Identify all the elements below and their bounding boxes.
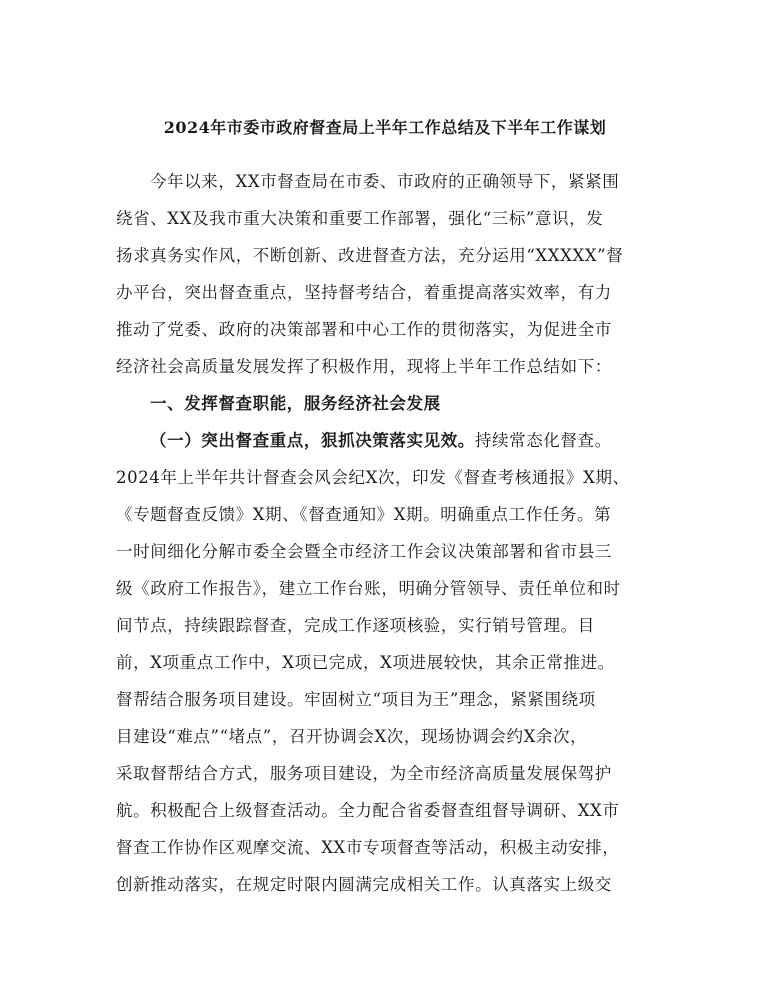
section-heading: 一、发挥督查职能，服务经济社会发展 (150, 394, 441, 413)
body-line: 2024年上半年共计督查会风会纪X次，印发《督查考核通报》X期、 (116, 468, 630, 487)
body-line: 采取督帮结合方式，服务项目建设，为全市经济高质量发展保驾护 (116, 764, 612, 783)
intro-line: 推动了党委、政府的决策部署和中心工作的贯彻落实，为促进全市 (116, 320, 612, 339)
body-line: 级《政府工作报告》，建立工作台账，明确分管领导、责任单位和时 (116, 579, 621, 598)
body-line: 创新推动落实，在规定时限内圆满完成相关工作。认真落实上级交 (116, 875, 612, 894)
subsection-first-line (150, 429, 612, 453)
intro-line: 扬求真务实作风，不断创新、改进督查方法，充分运用“XXXXX”督 (116, 246, 624, 265)
body-line: 督查工作协作区观摩交流、XX市专项督查等活动，积极主动安排， (116, 838, 620, 857)
subsection-heading: （一）突出督查重点，狠抓决策落实见效。 (150, 431, 475, 450)
intro-line: 办平台，突出督查重点，坚持督考结合，着重提高落实效率，有力 (116, 283, 612, 302)
body-line: 一时间细化分解市委全会暨全市经济工作会议决策部署和省市县三 (116, 542, 612, 561)
body-line: 目建设“难点”“堵点”，召开协调会X次，现场协调会约X余次， (116, 727, 588, 746)
subsection-lead: 持续常态化督查。 (474, 431, 612, 450)
intro-line: 经济社会高质量发展发挥了积极作用，现将上半年工作总结如下： (116, 357, 612, 376)
body-line: 间节点，持续跟踪督查，完成工作逐项核验，实行销号管理。目 (116, 616, 595, 635)
body-line: 《专题督查反馈》X期、《督查通知》X期。明确重点工作任务。第 (116, 505, 612, 524)
body-line: 督帮结合服务项目建设。牢固树立“项目为王”理念，紧紧围绕项 (116, 690, 596, 709)
document-title: 2024年市委市政府督查局上半年工作总结及下半年工作谋划 (163, 118, 607, 137)
intro-line: 今年以来，XX市督查局在市委、市政府的正确领导下，紧紧围 (150, 172, 620, 191)
intro-line: 绕省、XX及我市重大决策和重要工作部署，强化“三标”意识，发 (116, 209, 604, 228)
body-line: 前，X项重点工作中，X项已完成，X项进展较快，其余正常推进。 (116, 653, 615, 672)
body-line: 航。积极配合上级督查活动。全力配合省委督查组督导调研、XX市 (116, 801, 620, 820)
